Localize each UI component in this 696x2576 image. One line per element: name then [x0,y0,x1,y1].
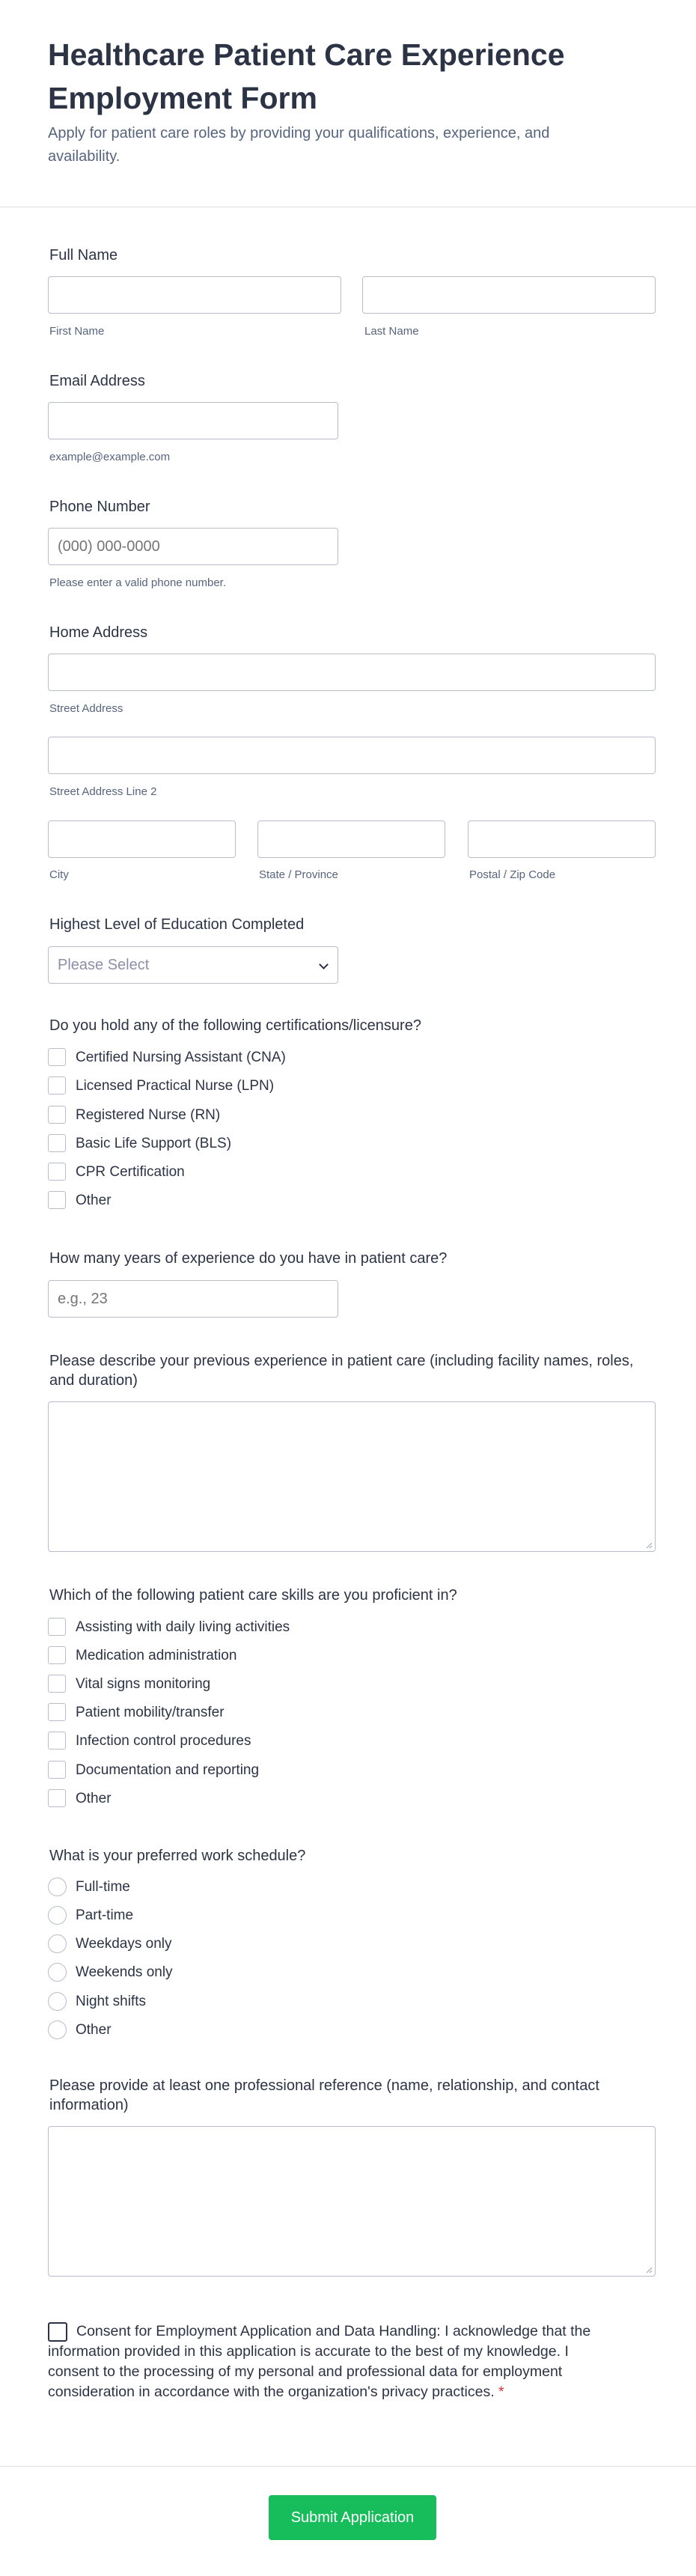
address-label: Home Address [49,624,148,641]
email-input[interactable] [48,402,338,439]
chevron-down-icon [319,960,329,969]
email-label: Email Address [49,373,145,389]
checkbox[interactable] [48,1106,66,1124]
last-name-sublabel: Last Name [364,325,419,338]
checkbox[interactable] [48,1732,66,1750]
street-address-line2-sublabel: Street Address Line 2 [49,785,157,798]
state-sublabel: State / Province [259,868,338,881]
experience-desc-label: Please describe your previous experience in patient care (including facility names, roles, and duration) [49,1353,634,1389]
checkbox[interactable] [48,1077,66,1094]
experience-years-input[interactable] [48,1280,338,1318]
radio-button[interactable] [48,1963,67,1982]
submit-button[interactable]: Submit Application [269,2495,436,2540]
schedule-label: What is your preferred work schedule? [49,1848,306,1864]
last-name-input[interactable] [362,276,656,314]
full-name-label: Full Name [49,247,118,264]
checkbox[interactable] [48,1789,66,1807]
street-address-line2-input[interactable] [48,737,656,774]
resize-handle-icon[interactable] [645,1541,653,1549]
checkbox[interactable] [48,1646,66,1664]
street-address-input[interactable] [48,654,656,691]
reference-textarea[interactable] [48,2126,656,2277]
checkbox[interactable] [48,1048,66,1066]
checkbox[interactable] [48,1703,66,1721]
first-name-input[interactable] [48,276,341,314]
education-select[interactable] [48,946,338,984]
radio-button[interactable] [48,1878,67,1896]
radio-button[interactable] [48,2021,67,2039]
zip-sublabel: Postal / Zip Code [469,868,556,881]
education-label: Highest Level of Education Completed [49,916,305,933]
reference-label: Please provide at least one professional reference (name, relationship, and contact information) [49,2077,599,2113]
zip-input[interactable] [468,820,656,858]
city-input[interactable] [48,820,236,858]
checkbox[interactable] [48,1191,66,1209]
experience-desc-textarea[interactable] [48,1401,656,1552]
certifications-label: Do you hold any of the following certifications/licensure? [49,1017,421,1034]
education-selected-value: Please Select [58,957,150,973]
radio-button[interactable] [48,1906,67,1925]
checkbox[interactable] [48,1163,66,1181]
radio-button[interactable] [48,1934,67,1953]
radio-button[interactable] [48,1992,67,2011]
checkbox[interactable] [48,1675,66,1693]
phone-label: Phone Number [49,499,150,515]
phone-sublabel: Please enter a valid phone number. [49,576,226,589]
state-input[interactable] [257,820,445,858]
form-subtitle: Apply for patient care roles by providing your qualifications, experience, and availability. [48,125,550,165]
checkbox[interactable] [48,1761,66,1779]
form-title: Healthcare Patient Care Experience Employment Form [48,37,565,115]
consent-text: Consent for Employment Application and Data Handling: I acknowledge that the information provided in this application is accurate to the best of my knowledge. I consent to the processing of my personal and professional data for employment consideration in accordance with the organization's privacy practices. * [48,2323,591,2400]
skills-label: Which of the following patient care skills are you proficient in? [49,1587,457,1604]
phone-input[interactable] [48,528,338,565]
experience-years-label: How many years of experience do you have in patient care? [49,1250,448,1267]
first-name-sublabel: First Name [49,325,105,338]
email-sublabel: example@example.com [49,451,171,463]
required-asterisk: * [498,2384,504,2400]
street-address-sublabel: Street Address [49,702,123,715]
checkbox[interactable] [48,1134,66,1152]
resize-handle-icon[interactable] [645,2266,653,2274]
checkbox[interactable] [48,1618,66,1636]
city-sublabel: City [49,868,69,881]
form-header [0,0,696,207]
